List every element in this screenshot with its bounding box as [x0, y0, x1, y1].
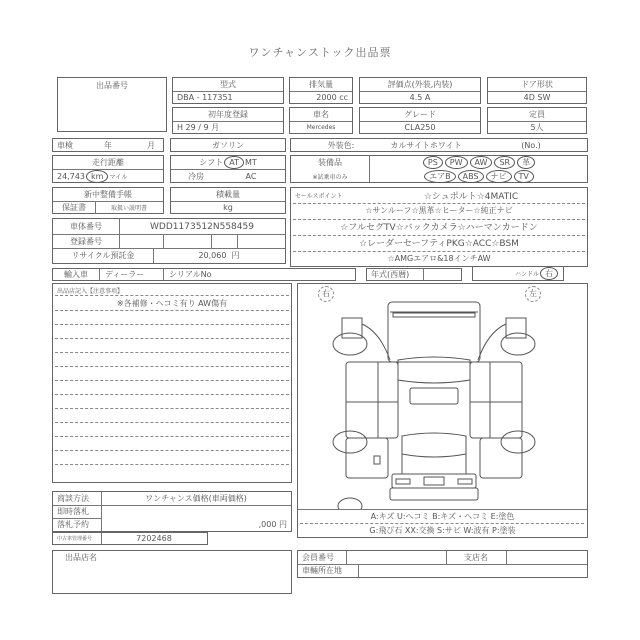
grade-label: グレード — [404, 110, 436, 119]
damage-diagram-box — [297, 283, 588, 538]
equipment-navi: ナビ — [486, 170, 512, 183]
reg-number-label: 登録番号 — [70, 236, 102, 246]
manual-label: 取扱い説明書 — [110, 205, 147, 212]
color-no-label: (No.) — [521, 140, 541, 150]
page-title: ワンチャンストック出品票 — [248, 46, 392, 59]
dealer-label: ディーラー — [105, 270, 145, 279]
displacement-value: 2000 cc — [316, 93, 348, 102]
equipment-box — [290, 155, 588, 183]
grade-score-value: 4.5 A — [409, 93, 431, 102]
load-label: 積載量 — [216, 190, 240, 199]
inspection-box — [52, 138, 164, 152]
recycle-value: 20,060 — [198, 251, 227, 260]
door-value: 4D SW — [523, 93, 551, 102]
equipment-ps: PS — [423, 156, 443, 169]
first-reg-value: H 29 / 9 月 — [177, 123, 220, 132]
left-side-label: 左 — [525, 286, 541, 302]
auction-no-box — [52, 532, 208, 545]
shift-row — [171, 156, 285, 169]
recycle-label: リサイクル預託金 — [71, 251, 135, 260]
mileage-value: 24,743 — [57, 171, 85, 181]
car-outline-diagram — [298, 284, 587, 509]
method-box — [52, 491, 292, 532]
equipment-tv: TV — [514, 170, 534, 183]
store-box — [52, 550, 292, 594]
sales-point-label: セールスポイント — [295, 192, 343, 200]
inspection-label: 車検 — [57, 140, 73, 150]
reserve-value: ,000 円 — [258, 520, 287, 529]
first-reg-box — [172, 107, 284, 134]
exterior-color-label: 外装色: — [327, 140, 355, 150]
equipment-abs: ABS — [458, 170, 484, 183]
shift-at: AT — [224, 156, 244, 169]
equipment-row2 — [371, 169, 587, 183]
sales-point-box — [290, 187, 588, 267]
serial-label: シリアルNo — [169, 270, 212, 279]
door-label: ドア形状 — [521, 80, 553, 89]
legend-row-1: A:キズ U:ヘコミ B:キズ・ヘコミ E:塗色 — [370, 512, 515, 521]
store-label: 出品店名 — [65, 553, 97, 562]
grade-score-label: 評価点(外装,内装) — [387, 80, 453, 89]
recycle-row — [153, 248, 285, 263]
handle-box — [472, 266, 564, 281]
capacity-box — [487, 107, 587, 134]
model-label: 型式 — [220, 80, 236, 89]
sales-point-2: ☆サンルーフ☆黒革☆ヒーター☆純正ナビ — [365, 206, 513, 215]
fuel-box — [170, 138, 286, 152]
equipment-airbag: エアB — [424, 170, 456, 183]
model-box — [172, 77, 284, 104]
first-reg-label: 初年度登録 — [208, 110, 248, 119]
handle-label: ハンドル — [514, 271, 539, 278]
method-label: 商談方法 — [57, 494, 89, 503]
equipment-note: ※試乗車のみ — [312, 173, 348, 181]
car-name-label: 車名 — [313, 110, 329, 119]
model-value: DBA - 117351 — [177, 93, 233, 102]
shift-mt: MT — [244, 158, 257, 167]
fuel-value: ガソリン — [212, 140, 244, 150]
equipment-label: 装備品 — [318, 158, 342, 167]
capacity-label: 定員 — [529, 110, 545, 119]
right-side-label: 右 — [318, 286, 334, 302]
notes-line-1: ※各補修・ヘコミ有り AW傷有 — [116, 298, 228, 308]
capacity-value: 5人 — [530, 123, 544, 132]
service-book-label: 新中整備手帳 — [84, 190, 132, 199]
car-name-box — [289, 107, 353, 134]
grade-score-box — [359, 77, 481, 104]
inspection-month: 月 — [147, 140, 155, 150]
chassis-box — [52, 218, 286, 264]
equipment-aw: AW — [470, 156, 493, 169]
auction-no-value: 7202468 — [136, 534, 172, 543]
handle-row — [473, 267, 563, 280]
exterior-color-value: カルサイトホワイト — [390, 140, 462, 150]
auction-no-label: 中古車管理番号 — [57, 536, 93, 542]
aircon-value: AC — [245, 171, 257, 181]
mileage-unit-km: km — [86, 170, 108, 183]
shift-box — [170, 155, 286, 183]
lot-number-box — [57, 77, 167, 132]
chassis-label: 車体番号 — [70, 222, 102, 231]
sales-point-5: ☆AMGエアロ&18インチAW — [387, 254, 491, 263]
import-label: 輸入車 — [64, 270, 88, 279]
displacement-label: 排気量 — [309, 80, 333, 89]
lot-number-label: 出品番号 — [96, 80, 128, 90]
grade-value: CLA250 — [404, 123, 436, 132]
grade-box — [359, 107, 481, 134]
aircon-label: 冷房 — [188, 171, 204, 181]
sales-point-4: ☆レーダーセーフティPKG☆ACC☆BSM — [359, 239, 519, 249]
mileage-row — [53, 169, 163, 183]
exterior-color-box — [290, 138, 588, 152]
notes-header: 出品店記入【注意事項】 — [57, 287, 124, 295]
branch-label: 支店名 — [464, 553, 488, 562]
handle-value: 右 — [540, 267, 558, 280]
equipment-pw: PW — [445, 156, 468, 169]
notes-box — [52, 283, 292, 483]
service-book-box — [52, 187, 164, 214]
legend-row-2: G:飛び石 XX:交換 S:サビ W:波有 P:塗装 — [369, 526, 516, 535]
shift-label: シフト — [199, 158, 224, 167]
inspection-year: 年 — [104, 140, 112, 150]
equipment-row1 — [371, 156, 587, 169]
equipment-sr: SR — [494, 156, 515, 169]
displacement-box — [289, 77, 353, 104]
load-box — [170, 187, 286, 214]
mileage-unit-mile: マイル — [109, 173, 128, 181]
reserve-label: 落札予約 — [57, 520, 89, 529]
sales-point-1: ☆シュポルト☆4MATIC — [423, 191, 519, 202]
car-name-value: Mercedes — [306, 124, 336, 131]
recycle-unit: 円 — [231, 251, 240, 260]
equipment-leather: 革 — [517, 156, 535, 169]
location-label: 車輛所在地 — [302, 566, 342, 575]
mileage-box — [52, 155, 164, 183]
year-box — [366, 268, 462, 281]
method-value: ワンチャンス価格(車両価格) — [145, 494, 247, 503]
load-unit: kg — [223, 203, 233, 212]
year-label: 年式(西暦) — [371, 270, 410, 279]
sales-point-3: ☆フルセグTV☆バックカメラ☆ハーマンカードン — [340, 223, 538, 233]
warranty-label: 保証書 — [62, 203, 86, 212]
member-label: 会員番号 — [302, 553, 334, 562]
member-box — [297, 550, 588, 578]
door-box — [487, 77, 587, 104]
mileage-label: 走行距離 — [92, 158, 124, 167]
chassis-value: WDD1173512N558459 — [150, 221, 254, 232]
instant-label: 即時落札 — [57, 507, 89, 516]
import-box — [52, 268, 356, 281]
